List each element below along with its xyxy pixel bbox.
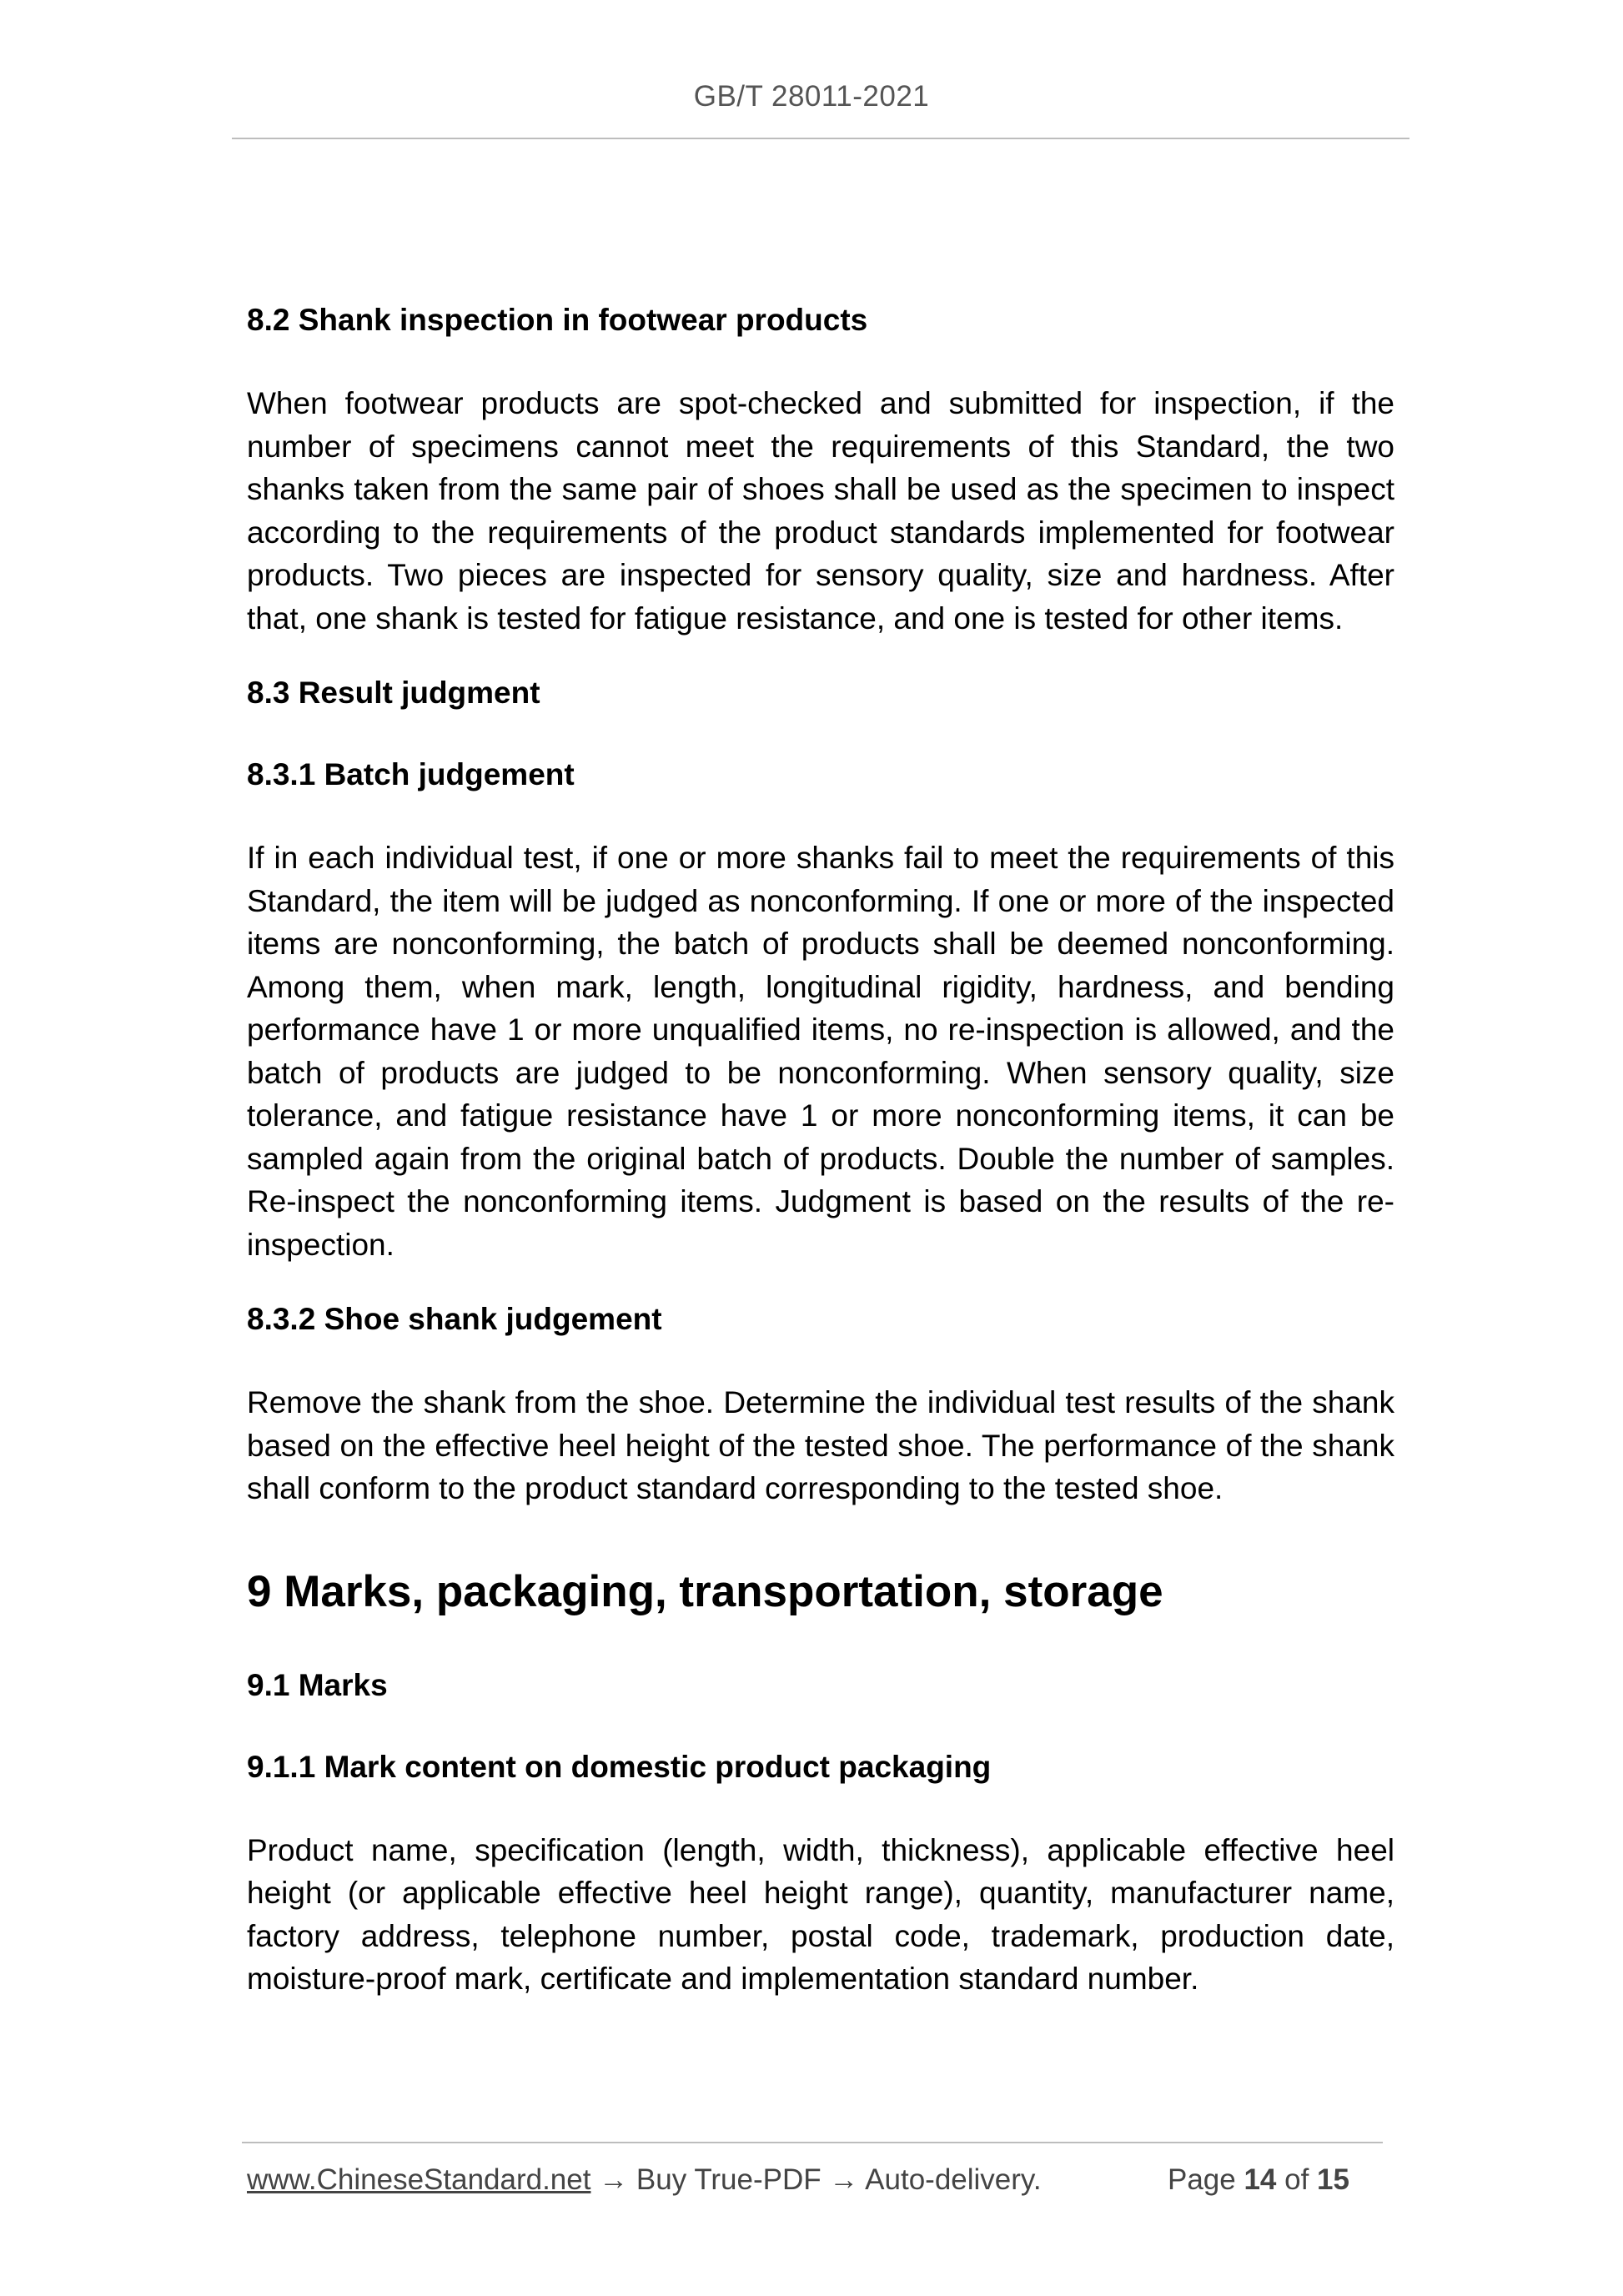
- footer-promo-text: → Buy True-PDF → Auto-delivery.: [590, 2163, 1042, 2196]
- section-8-2-paragraph: When footwear products are spot-checked and submitted for inspection, if the number of specimens cannot meet the requirements of this Standard, the two shanks taken from the same pair of shoes shall be used as the specimen to inspect according to the requirements of the product standards implemented for footwear products. Two pieces are inspected for sensory quality, size and hardness. After that, one shank is tested for fatigue resistance, and one is tested for other items.: [247, 386, 1394, 636]
- section-9-1-1-paragraph: Product name, specification (length, width, thickness), applicable effective heel height (or applicable effective heel height range), quantity, manufacturer name, factory address, telephone number, postal code, trademark, production date, moisture-proof mark, certificate and implementation standard number.: [247, 1832, 1394, 1996]
- section-8-3-2-paragraph: Remove the shank from the shoe. Determine the individual test results of the shank based on the effective heel height of the tested shoe. The performance of the shank shall conform to the product standard corresponding to the tested shoe.: [247, 1385, 1394, 1505]
- page-of-label: of: [1276, 2163, 1318, 2196]
- section-8-3-1-paragraph: If in each individual test, if one or more shanks fail to meet the requirements of this Standard, the item will be judged as nonconforming. If one or more of the inspected items are nonconforming, the batch of products shall be deemed nonconforming. Among them, when mark, length, longitudinal rigidity, hardness, and bending performance have 1 or more unqualified items, no re-inspection is allowed, and the batch of products are judged to be nonconforming. When sensory quality, size tolerance, and fatigue resistance have 1 or more nonconforming items, it can be sampled again from the original batch of products. Double the number of samples. Re-inspect the nonconforming items. Judgment is based on the results of the re-inspection.: [247, 841, 1394, 1262]
- section-9-1-1-heading: 9.1.1 Mark content on domestic product packaging: [247, 1749, 992, 1784]
- document-code-header: GB/T 28011-2021: [693, 80, 930, 113]
- section-8-3-2-heading: 8.3.2 Shoe shank judgement: [247, 1302, 662, 1336]
- section-8-2-heading: 8.2 Shank inspection in footwear products: [247, 303, 868, 337]
- page-label: Page: [1168, 2163, 1244, 2196]
- chapter-9-heading: 9 Marks, packaging, transportation, storage: [247, 1566, 1163, 1616]
- section-8-3-1-heading: 8.3.1 Batch judgement: [247, 757, 575, 791]
- page-number: [1168, 2162, 1349, 2198]
- total-page-number: 15: [1317, 2163, 1349, 2196]
- section-8-3-heading: 8.3 Result judgment: [247, 676, 540, 710]
- footer-promo: [247, 2162, 1042, 2198]
- website-link[interactable]: www.ChineseStandard.net: [247, 2163, 591, 2196]
- section-9-1-heading: 9.1 Marks: [247, 1667, 388, 1702]
- document-body: [247, 300, 1394, 2034]
- footer-divider: [242, 2142, 1383, 2143]
- header-divider: [232, 138, 1409, 139]
- current-page-number: 14: [1244, 2163, 1277, 2196]
